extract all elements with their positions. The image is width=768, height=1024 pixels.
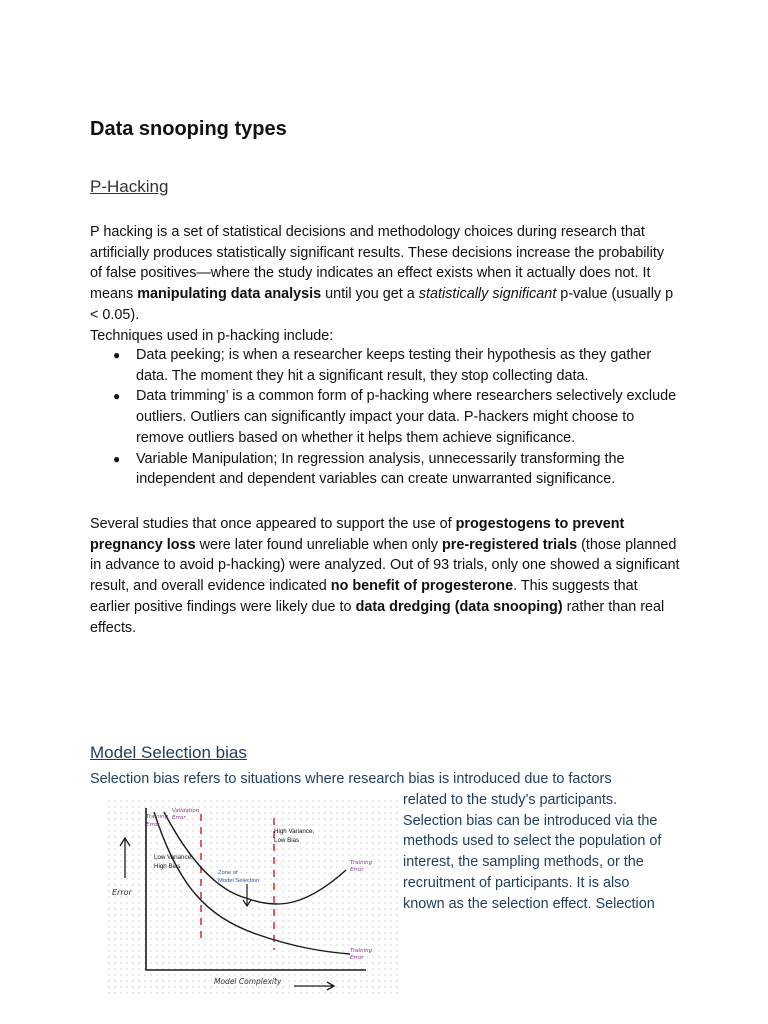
- axes: [146, 808, 366, 970]
- model-selection-heading: Model Selection bias: [90, 743, 247, 762]
- high-bias-label: High Bias: [154, 863, 181, 870]
- bullet-icon: ●: [113, 389, 121, 404]
- bullet-icon: ●: [113, 348, 121, 362]
- phacking-intro-paragraph: [90, 222, 680, 346]
- list-item-text: Variable Manipulation; In regression analysis, unnecessarily transforming the independent and dependent variables can create unwarranted significance.: [136, 450, 625, 488]
- study-text-1: Several studies that once appeared to support the use of: [90, 516, 456, 532]
- selection-bias-wrapped-text: [403, 790, 693, 914]
- training-error-label-top: Training: [146, 814, 169, 820]
- technique-list: [90, 345, 680, 490]
- document-title: Data snooping types: [90, 118, 287, 140]
- study-paragraph: [90, 514, 680, 638]
- wrapped-line: methods used to select the population of: [403, 833, 662, 850]
- list-item-text: Data peeking; is when a researcher keeps testing their hypothesis as they gather data. The moment they hit a significant result, they stop collecting data.: [136, 347, 652, 384]
- list-item-text: Data trimming’ is a common form of p-hacking where researchers selectively exclude outliers. Outliers can significantly impact your data. P-hackers might choose to remove outliers based on whether it helps them achieve significance.: [136, 388, 677, 446]
- intro-text-1: P hacking is a set of statistical decisions and methodology choices during research that artificially produces statistically significant results. These decisions increase the probability of false positives—where the study indicates an effect exists when it actually does not. It means: [90, 224, 665, 303]
- study-bold-1: progestogens to prevent pregnancy loss: [90, 516, 625, 553]
- phacking-heading: P-Hacking: [90, 177, 169, 196]
- wrapped-line: related to the study’s participants.: [403, 792, 618, 808]
- intro-text-3: p-value (usually p < 0.05).: [90, 286, 674, 323]
- bias-variance-sketch: [106, 798, 398, 994]
- study-text-4: . This suggests that earlier positive findings were likely due to: [90, 578, 638, 615]
- right-upper-label: Training: [350, 860, 373, 866]
- model-selection-figure: [106, 798, 398, 994]
- study-text-3: (those planned in advance to avoid p-hacking) were analyzed. Out of 93 trials, only one showed a significant result, and overall evidence indicated: [90, 536, 680, 595]
- list-item: [90, 449, 680, 490]
- wrapped-line: interest, the sampling methods, or the: [403, 854, 644, 871]
- right-lower-label: Training: [350, 948, 373, 954]
- validation-error-label: Validation: [172, 808, 200, 814]
- list-item: [90, 386, 680, 448]
- intro-bold-1: manipulating data analysis: [137, 286, 322, 303]
- intro-text-4: Techniques used in p-hacking include:: [90, 327, 334, 344]
- error-up-arrow-icon: [120, 838, 130, 878]
- wrapped-line: recruitment of participants. It is also: [403, 874, 630, 891]
- study-bold-3: no benefit of progesterone: [330, 578, 514, 595]
- complexity-right-arrow-icon: [294, 982, 334, 990]
- zone-label: Zone of: [218, 870, 238, 876]
- wrapped-line: known as the selection effect. Selection: [403, 895, 655, 912]
- intro-text-2: until you get a: [321, 286, 419, 303]
- x-axis-label: Model Complexity: [214, 977, 282, 986]
- intro-italic-1: statistically significant: [418, 286, 557, 303]
- right-lower-label-2: Error: [350, 955, 364, 961]
- low-variance-label: Low Variance,: [154, 854, 193, 861]
- study-text-2: were later found unreliable when only: [195, 536, 442, 553]
- selection-bias-first-line: Selection bias refers to situations where research bias is introduced due to factors: [90, 771, 612, 787]
- wrapped-line: Selection bias can be introduced via the: [403, 812, 658, 829]
- low-bias-label: Low Bias: [274, 837, 300, 844]
- study-bold-2: pre-registered trials: [441, 536, 578, 553]
- high-variance-label: High Variance,: [274, 828, 315, 835]
- right-upper-label-2: Error: [350, 867, 364, 873]
- study-text-5: rather than real effects.: [90, 598, 665, 636]
- bullet-icon: ●: [113, 451, 121, 466]
- zone-label-2: Model Selection: [218, 878, 260, 884]
- list-item: [90, 345, 680, 386]
- validation-error-label-2: Error: [172, 815, 186, 821]
- error-axis-label: Error: [112, 888, 132, 897]
- training-error-label-top-2: Error: [146, 822, 160, 828]
- zone-down-arrow-icon: [243, 884, 251, 906]
- study-bold-4: data dredging (data snooping): [355, 598, 563, 615]
